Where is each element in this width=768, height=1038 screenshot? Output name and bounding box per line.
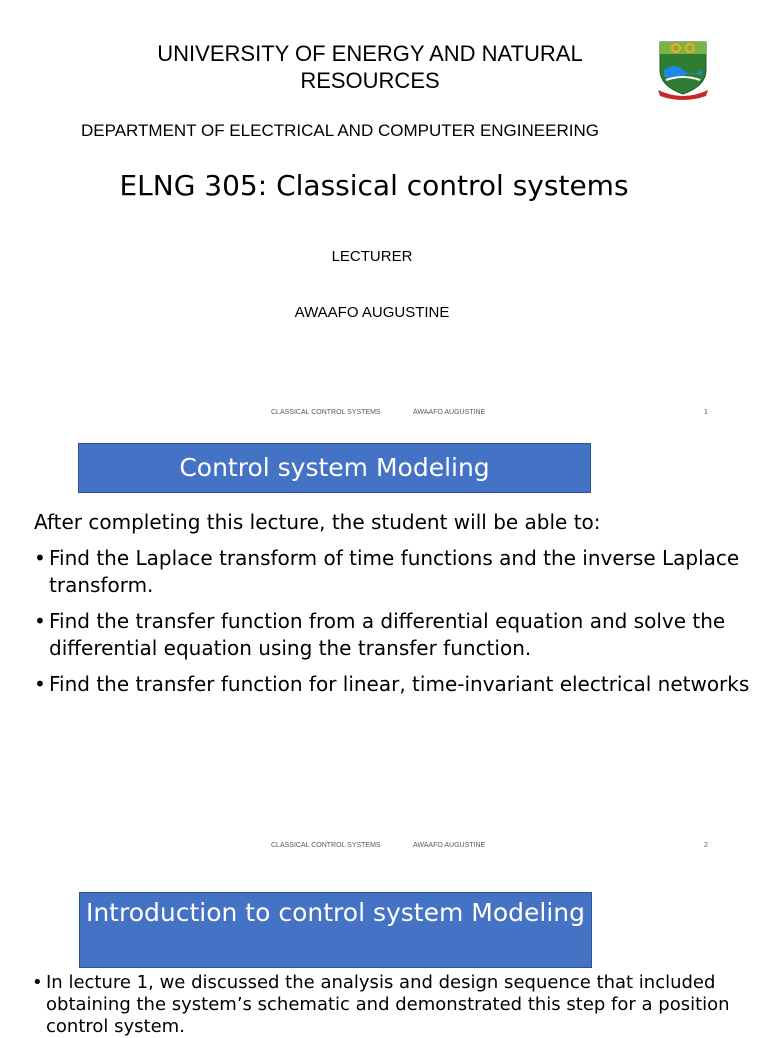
slide1-page-number: 1 bbox=[704, 409, 708, 416]
university-title: UNIVERSITY OF ENERGY AND NATURAL RESOURCES bbox=[157, 41, 583, 93]
lecturer-label: LECTURER bbox=[331, 248, 413, 265]
slide2-footer-course: CLASSICAL CONTROL SYSTEMS bbox=[271, 842, 381, 849]
slide2-bullet: • Find the Laplace transform of time functions and the inverse Laplace transform. bbox=[34, 545, 764, 599]
course-title: ELNG 305: Classical control systems bbox=[119, 169, 629, 202]
university-crest-icon bbox=[656, 40, 710, 102]
slide2-bullet-list bbox=[34, 545, 764, 707]
slide2-page-number: 2 bbox=[704, 842, 708, 849]
slide2-bullet: • Find the transfer function for linear, time-invariant electrical networks bbox=[34, 671, 764, 698]
slide3-title: Introduction to control system Modeling bbox=[79, 892, 592, 968]
department-name: DEPARTMENT OF ELECTRICAL AND COMPUTER ENGINEERING bbox=[81, 121, 599, 140]
lecturer-name: AWAAFO AUGUSTINE bbox=[294, 304, 450, 321]
slide3-bullet: • In lecture 1, we discussed the analysis and design sequence that included obtaining the system’s schematic and demonstrated this step for a position control system. bbox=[32, 972, 762, 1038]
slide3-bullet-list bbox=[32, 972, 762, 1038]
slide2-intro: After completing this lecture, the student will be able to: bbox=[34, 510, 601, 534]
slide2-footer-author: AWAAFO AUGUSTINE bbox=[413, 842, 486, 849]
slide2-title: Control system Modeling bbox=[78, 443, 591, 493]
slide1-footer-course: CLASSICAL CONTROL SYSTEMS bbox=[271, 409, 381, 416]
slide2-bullet: • Find the transfer function from a differential equation and solve the differential equation using the transfer function. bbox=[34, 608, 764, 662]
slide1-footer-author: AWAAFO AUGUSTINE bbox=[413, 409, 486, 416]
